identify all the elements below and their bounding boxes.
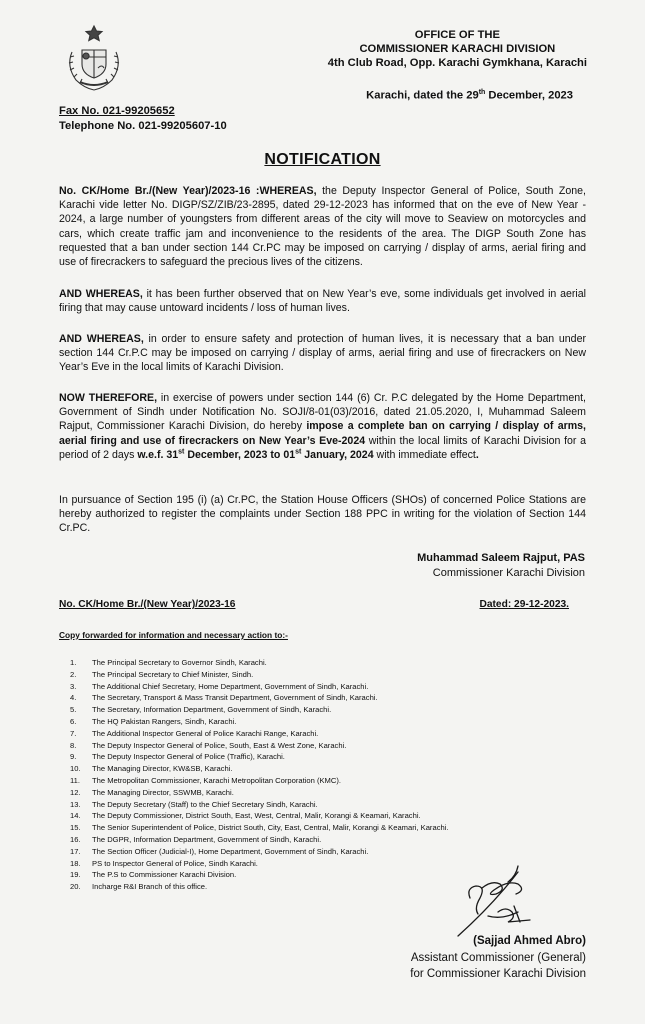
paragraph-now-therefore: NOW THEREFORE, in exercise of powers under section 144 (6) Cr. P.C delegated by the Home Department, Government of Sindh under Notification No. SOJI/8-01(03)/2016, dated 21.05.2020, I, Muhammad Saleem Rajput, Commissioner Karachi Division, do hereby impose a complete ban on carrying / display of arms, aerial firing and use of firecrackers on New Year’s Eve-2024 within the local limits of Karachi Division for a period of 2 days w.e.f. 31st December, 2023 to 01st January, 2024 with immediate effect. bbox=[59, 392, 586, 461]
paragraph-and-whereas-1: AND WHEREAS, it has been further observed that on New Year’s eve, some individuals get involved in aerial firing that may cause untoward incidents / loss of human lives. bbox=[59, 288, 586, 315]
list-item bbox=[70, 740, 449, 752]
page-title: NOTIFICATION bbox=[264, 151, 381, 168]
list-item-number: 4. bbox=[70, 693, 77, 703]
list-item-text: The Secretary, Transport & Mass Transit Department, Government of Sindh, Karachi. bbox=[92, 693, 378, 703]
list-item-text: The Section Officer (Judicial-I), Home Department, Government of Sindh, Karachi. bbox=[92, 846, 369, 856]
list-item-text: The Deputy Inspector General of Police, South, East & West Zone, Karachi. bbox=[92, 740, 347, 750]
list-item bbox=[70, 751, 449, 763]
list-item-text: The DGPR, Information Department, Government of Sindh, Karachi. bbox=[92, 834, 322, 844]
office-header bbox=[328, 28, 587, 70]
list-item-text: The Deputy Secretary (Staff) to the Chief Secretary Sindh, Karachi. bbox=[92, 799, 318, 809]
list-item bbox=[70, 846, 449, 858]
list-item-number: 2. bbox=[70, 669, 77, 679]
list-item-number: 19. bbox=[70, 870, 81, 880]
list-item-text: The P.S to Commissioner Karachi Division. bbox=[92, 870, 237, 880]
ban-order: impose a complete ban on carrying / display of arms, aerial firing and use of firecrackers on New Year’s Eve-2024 bbox=[59, 420, 586, 447]
copy-forwarded-list bbox=[70, 657, 449, 893]
paragraph-pursuance: In pursuance of Section 195 (i) (a) Cr.PC, the Station House Officers (SHOs) of concerned Police Stations are hereby authorized to register the complaints under Section 188 PPC in writing for the violation of Section 144 Cr.PC. bbox=[59, 494, 586, 535]
list-item bbox=[70, 704, 449, 716]
contact-block bbox=[59, 104, 227, 134]
list-item bbox=[70, 716, 449, 728]
list-item-number: 13. bbox=[70, 799, 81, 809]
list-item bbox=[70, 657, 449, 669]
list-item-text: PS to Inspector General of Police, Sindh Karachi. bbox=[92, 858, 258, 868]
signatory-name: Muhammad Saleem Rajput, PAS bbox=[417, 552, 585, 564]
signatory-designation: Commissioner Karachi Division bbox=[432, 567, 585, 579]
list-item-number: 1. bbox=[70, 658, 77, 667]
list-item bbox=[70, 799, 449, 811]
list-item bbox=[70, 834, 449, 846]
list-item-number: 16. bbox=[70, 834, 81, 844]
list-item-text: The Additional Inspector General of Police Karachi Range, Karachi. bbox=[92, 728, 319, 738]
list-item bbox=[70, 728, 449, 740]
office-line-2: COMMISSIONER KARACHI DIVISION bbox=[359, 43, 556, 55]
list-item-number: 20. bbox=[70, 882, 81, 892]
list-item-number: 10. bbox=[70, 764, 81, 774]
list-item-text: The HQ Pakistan Rangers, Sindh, Karachi. bbox=[92, 716, 237, 726]
list-item-number: 11. bbox=[70, 775, 80, 785]
list-item bbox=[70, 692, 449, 704]
list-item-text: The Additional Chief Secretary, Home Department, Government of Sindh, Karachi. bbox=[92, 681, 369, 691]
list-item-text: The Principal Secretary to Chief Minister, Sindh. bbox=[92, 669, 254, 679]
signatory2-for-line: for Commissioner Karachi Division bbox=[410, 968, 586, 980]
paragraph-and-whereas-2: AND WHEREAS, in order to ensure safety and protection of human lives, it is necessary that a ban under section 144 Cr.P.C may be imposed on carrying / display of arms, aerial firing and use of firecrackers on New Year’s Eve in the local limits of Karachi Division. bbox=[59, 333, 586, 374]
list-item-number: 17. bbox=[70, 846, 81, 856]
office-line-1: OFFICE OF THE bbox=[414, 29, 500, 41]
list-item-text: The Managing Director, KW&SB, Karachi. bbox=[92, 764, 233, 774]
list-item-number: 9. bbox=[70, 752, 77, 762]
list-item bbox=[70, 858, 449, 870]
signatory-commissioner bbox=[417, 551, 585, 581]
list-item-text: The Secretary, Information Department, Government of Sindh, Karachi. bbox=[92, 705, 332, 715]
list-item bbox=[70, 869, 449, 881]
telephone-number: Telephone No. 021-99205607-10 bbox=[59, 120, 227, 132]
list-item-number: 6. bbox=[70, 716, 77, 726]
list-item-text: The Managing Director, SSWMB, Karachi. bbox=[92, 787, 234, 797]
office-address: 4th Club Road, Opp. Karachi Gymkhana, Karachi bbox=[327, 57, 587, 69]
list-item-text: The Principal Secretary to Governor Sindh, Karachi. bbox=[92, 658, 267, 667]
list-item bbox=[70, 681, 449, 693]
list-item bbox=[70, 763, 449, 775]
list-item-number: 5. bbox=[70, 705, 77, 715]
list-item-text: The Deputy Commissioner, District South, East, West, Central, Malir, Korangi & Keamari, Karachi. bbox=[92, 811, 421, 821]
notification-reference: No. CK/Home Br./(New Year)/2023-16 bbox=[59, 185, 256, 197]
list-item bbox=[70, 810, 449, 822]
list-item-number: 14. bbox=[70, 811, 81, 821]
government-emblem-icon bbox=[58, 22, 130, 94]
issue-date: Karachi, dated the 29th December, 2023 bbox=[366, 89, 573, 102]
signatory2-designation: Assistant Commissioner (General) bbox=[410, 951, 586, 964]
list-item-text: The Senior Superintendent of Police, District South, City, East, Central, Malir, Korangi & Keamari, Karachi. bbox=[92, 823, 449, 833]
paragraph-whereas: No. CK/Home Br./(New Year)/2023-16 :WHEREAS, the Deputy Inspector General of Police, South Zone, Karachi vide letter No. DIGP/SZ/ZIB/23-2895, dated 29-12-2023 has informed that on the eve of New Year - 2024, a large number of youngsters from different areas of the city will move to Seaview on motorcycles and cars, which create traffic jam and inconvenience to the residents of the area. The DIGP South Zone has requested that a ban under section 144 Cr.PC may be imposed on carrying / display of arms, aerial firing and use of firecrackers to safeguard the precious lives of the citizens. bbox=[59, 185, 586, 269]
list-item bbox=[70, 787, 449, 799]
list-item-text: Incharge R&I Branch of this office. bbox=[92, 882, 208, 892]
reference-date: Dated: 29-12-2023. bbox=[479, 599, 569, 610]
list-item-number: 8. bbox=[70, 740, 77, 750]
fax-number: Fax No. 021-99205652 bbox=[59, 105, 175, 117]
list-item-number: 3. bbox=[70, 681, 77, 691]
signatory-assistant-commissioner bbox=[410, 933, 586, 983]
copy-forwarded-heading: Copy forwarded for information and necessary action to:- bbox=[59, 630, 288, 640]
list-item bbox=[70, 775, 449, 787]
reference-number: No. CK/Home Br./(New Year)/2023-16 bbox=[59, 599, 236, 610]
list-item bbox=[70, 822, 449, 834]
list-item-number: 12. bbox=[70, 787, 81, 797]
list-item-text: The Deputy Inspector General of Police (Traffic), Karachi. bbox=[92, 752, 285, 762]
list-item-number: 18. bbox=[70, 858, 81, 868]
signatory2-name: (Sajjad Ahmed Abro) bbox=[473, 935, 586, 947]
list-item bbox=[70, 881, 449, 893]
handwritten-signature bbox=[448, 858, 558, 938]
list-item bbox=[70, 669, 449, 681]
list-item-text: The Metropolitan Commissioner, Karachi Metropolitan Corporation (KMC). bbox=[92, 775, 342, 785]
list-item-number: 7. bbox=[70, 728, 77, 738]
list-item-number: 15. bbox=[70, 823, 81, 833]
